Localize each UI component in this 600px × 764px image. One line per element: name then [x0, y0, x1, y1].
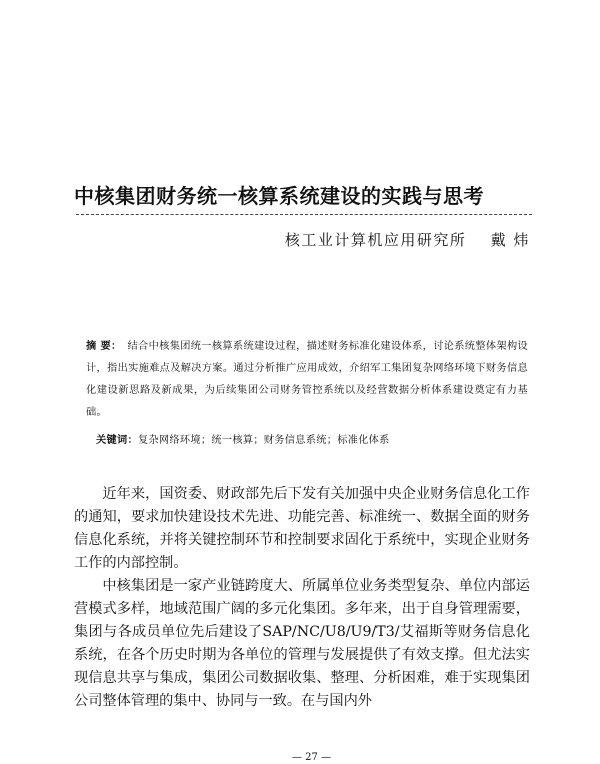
body-paragraph: 中核集团是一家产业链跨度大、所属单位业务类型复杂、单位内部运营模式多样，地域范围广阔的多元化集团。多年来，出于自身管理需要，集团与各成员单位先后建设了SAP/NC/U8/U9/T3/艾福斯等财务信息化系统，在各个历史时期为各单位的管理与发展提供了有效支撑。但尤法实现信息共享与集成，集团公司数据收集、整理、分析困难，难于实现集团公司整体管理的集中、协同与一致。在与国内外: [74, 578, 530, 709]
author-line: [285, 229, 530, 250]
abstract: [86, 336, 528, 424]
keywords-label: 关键词：: [96, 435, 138, 446]
author-name: 戴 炜: [490, 231, 530, 249]
keywords: [96, 432, 526, 450]
body-text: [74, 483, 530, 713]
author-affiliation: 核工业计算机应用研究所: [284, 231, 467, 249]
abstract-label: 摘 要：: [86, 341, 122, 352]
body-paragraph: 近年来，国资委、财政部先后下发有关加强中央企业财务信息化工作的通知，要求加快建设技术先进、功能完善、标准统一、数据全面的财务信息化系统，并将关键控制环节和控制要求固化于系统中，实现企业财务工作的内部控制。: [74, 486, 530, 571]
keywords-text: 复杂网络环境；统一核算；财务信息系统；标准化体系: [137, 435, 390, 446]
abstract-text: 结合中核集团统一核算系统建设过程，描述财务标准化建设体系，讨论系统整体架构设计，指出实施难点及解决方案。通过分析推广应用成效，介绍军工集团复杂网络环境下财务信息化建设新思路及新成果，为后续集团公司财务管控系统以及经营数据分析体系建设奠定有力基础。: [86, 341, 528, 418]
title-divider: [76, 214, 532, 215]
page-number: — 27 —: [292, 752, 332, 763]
paper-title: 中核集团财务统一核算系统建设的实践与思考: [74, 184, 484, 208]
